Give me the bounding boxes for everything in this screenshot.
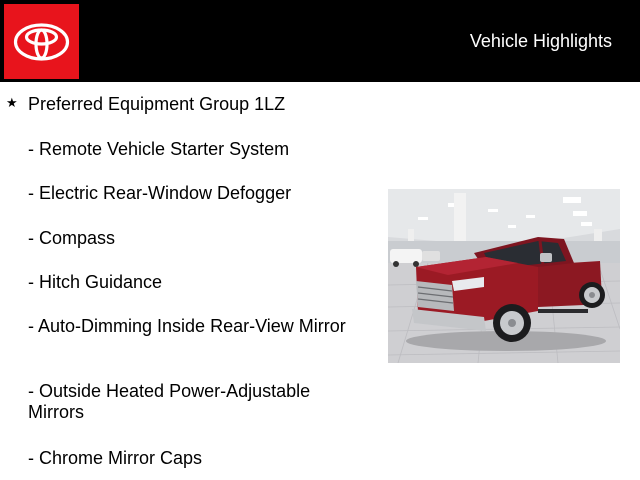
star-icon: ★ (6, 96, 18, 111)
list-item: - Electric Rear-Window Defogger (28, 183, 292, 203)
list-item: - Auto-Dimming Inside Rear-View Mirror (28, 316, 346, 336)
vehicle-photo (388, 189, 620, 363)
highlights-heading: Preferred Equipment Group 1LZ (28, 94, 286, 114)
list-item: - Remote Vehicle Starter System (28, 139, 290, 159)
header-bar (0, 0, 640, 82)
toyota-logo-icon (4, 4, 79, 79)
list-item: - Hitch Guidance (28, 272, 163, 292)
list-item: - Compass (28, 228, 116, 248)
list-item: - Outside Heated Power-Adjustable Mirrors (28, 381, 311, 422)
page-title: Vehicle Highlights (469, 31, 612, 51)
list-item: - Chrome Mirror Caps (28, 448, 203, 468)
